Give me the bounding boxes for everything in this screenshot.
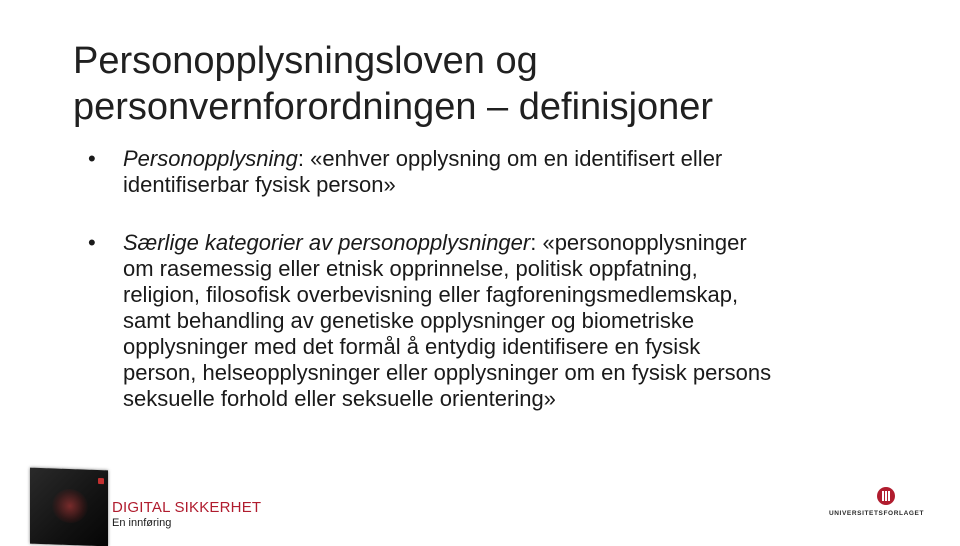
definition-line: samt behandling av genetiske opplysninger og biometriske — [123, 308, 695, 333]
bullet-marker: • — [88, 230, 96, 255]
cover-glow-graphic — [52, 488, 88, 523]
definition-text: : «personopplysninger — [530, 230, 747, 255]
slide-title-line-1: Personopplysningsloven og — [73, 40, 538, 82]
slide-footer — [0, 465, 960, 540]
bullet-marker: • — [88, 146, 96, 171]
publisher-name: UNIVERSITETSFORLAGET — [828, 510, 925, 517]
publisher-logo-icon — [877, 487, 895, 505]
definition-line: seksuelle forhold eller seksuelle orientering» — [123, 386, 556, 411]
slide-title-line-2: personvernforordningen – definisjoner — [73, 86, 714, 128]
book-brand — [112, 499, 261, 530]
definition-line: identifiserbar fysisk person» — [123, 172, 396, 197]
definition-saerlige-kategorier — [88, 230, 908, 412]
definition-text: : «enhver opplysning om en identifisert eller — [297, 146, 723, 171]
definition-personopplysning — [88, 146, 908, 198]
book-title: DIGITAL SIKKERHET — [112, 499, 262, 516]
definition-line: opplysninger med det formål å entydig identifisere en fysisk — [123, 334, 701, 359]
definition-line — [123, 230, 908, 256]
definition-line: person, helseopplysninger eller opplysninger om en fysisk persons — [123, 360, 772, 385]
definition-line: om rasemessig eller etnisk opprinnelse, politisk oppfatning, — [123, 256, 698, 281]
definition-line: religion, filosofisk overbevisning eller fagforeningsmedlemskap, — [123, 282, 739, 307]
book-cover-image — [30, 468, 108, 546]
slide-title — [73, 38, 933, 130]
definition-list — [88, 146, 908, 412]
publisher-logo — [814, 487, 939, 523]
definition-term: Særlige kategorier av personopplysninger — [123, 230, 531, 255]
book-subtitle: En innføring — [112, 517, 172, 529]
definition-line — [123, 146, 908, 172]
definition-term: Personopplysning — [123, 146, 298, 171]
cover-publisher-mark — [98, 478, 104, 484]
